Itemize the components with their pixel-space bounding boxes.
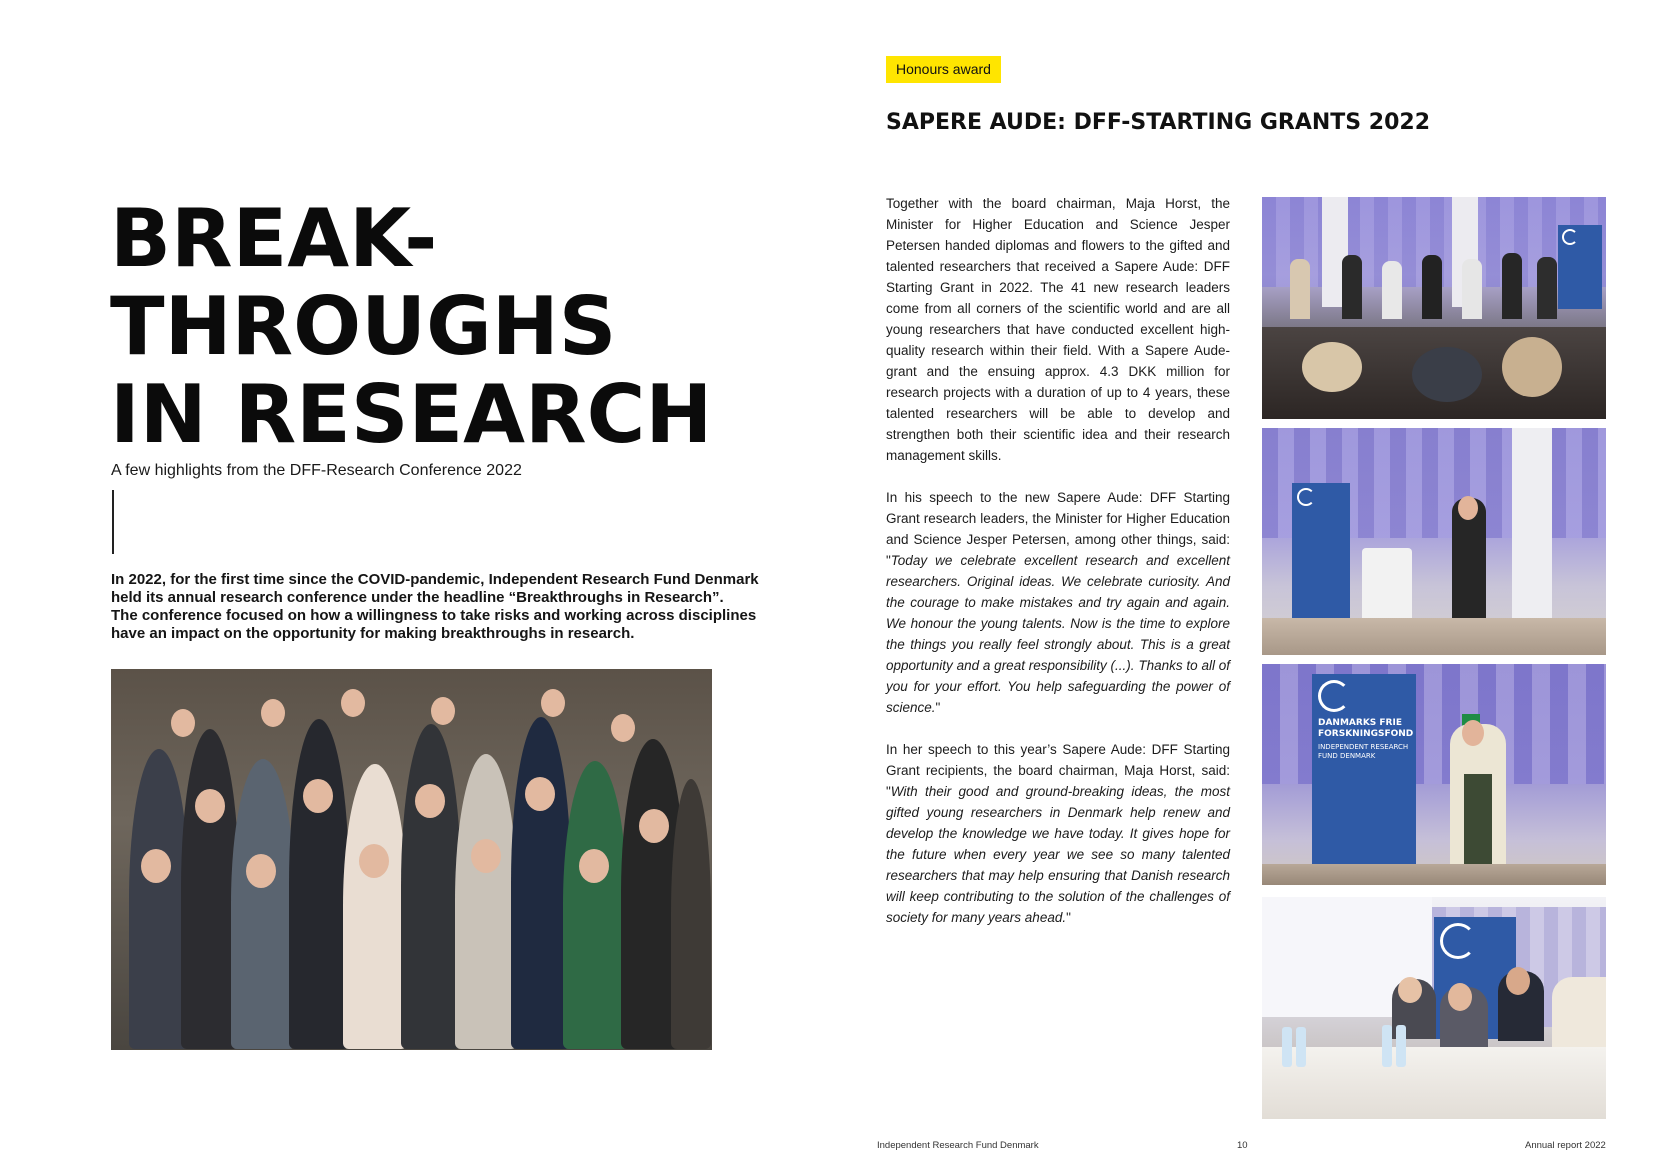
rollup-banner (1558, 225, 1602, 309)
intro-line: In 2022, for the first time since the COVID-pandemic, Independent Research Fund Denmark (111, 571, 759, 588)
rollup-banner (1312, 674, 1416, 885)
intro-text (111, 571, 771, 643)
article-body (886, 193, 1230, 949)
group-photo (111, 669, 712, 1050)
quote: Today we celebrate excellent research and excellent researchers. Original ideas. We celebrate curiosity. And the courage to make mistakes and try again and again. We honour the young talents. Now is the time to explore the things you really feel strongly about. This is a great opportunity and a great responsibility (...). Thanks to all of you for your effort. You help safeguarding the power of science. (886, 553, 1230, 715)
banner-line: INDEPENDENT RESEARCH (1318, 743, 1409, 751)
logo-icon (1440, 923, 1476, 959)
intro-line: have an impact on the opportunity for making breakthroughs in research. (111, 625, 635, 642)
footer-org: Independent Research Fund Denmark (877, 1140, 1039, 1151)
banner-line: FUND DENMARK (1318, 752, 1376, 760)
paragraph (886, 487, 1230, 718)
paragraph (886, 739, 1230, 928)
chairman-speech-photo (1262, 664, 1606, 885)
intro-line: held its annual research conference under the headline “Breakthroughs in Research”. (111, 589, 724, 606)
ceremony-photo (1262, 197, 1606, 419)
headline-line: THROUGHS (110, 280, 617, 373)
logo-icon (1297, 488, 1315, 506)
subtitle: A few highlights from the DFF-Research Conference 2022 (111, 462, 522, 479)
logo-icon (1318, 680, 1350, 712)
panel-photo (1262, 897, 1606, 1119)
section-title: SAPERE AUDE: DFF-STARTING GRANTS 2022 (886, 110, 1431, 135)
divider-line (112, 490, 114, 554)
intro-line: The conference focused on how a willingness to take risks and working across disciplines (111, 607, 757, 624)
minister-speech-photo (1262, 428, 1606, 655)
paragraph-intro: In her speech to this year’s Sapere Aude: DFF Starting Grant recipients, the board chairman, Maja Horst, said: " (886, 742, 1230, 799)
banner-line: DANMARKS FRIE (1318, 718, 1402, 728)
main-headline (110, 192, 750, 461)
banner-line: FORSKNINGSFOND (1318, 729, 1414, 739)
page-number: 10 (1237, 1140, 1248, 1151)
footer-report: Annual report 2022 (1525, 1140, 1606, 1151)
section-badge: Honours award (886, 56, 1001, 83)
quote-end: " (1066, 910, 1071, 925)
headline-line: BREAK- (110, 192, 438, 285)
quote-end: " (935, 700, 941, 715)
paragraph-intro: In his speech to the new Sapere Aude: DFF Starting Grant research leaders, the Minister for Higher Education and Science Jesper Petersen, among other things, said: " (886, 490, 1230, 568)
headline-line: IN RESEARCH (110, 368, 713, 461)
logo-icon (1562, 229, 1578, 245)
quote: With their good and ground-breaking ideas, the most gifted young researchers in Denmark help renew and develop the knowledge we have today. It gives hope for the future when every year we see so many talented researchers that may help ensuring that Danish research will keep contributing to the solution of the challenges of society for many years ahead. (886, 784, 1230, 925)
paragraph: Together with the board chairman, Maja Horst, the Minister for Higher Education and Science Jesper Petersen handed diplomas and flowers to the gifted and talented researchers that received a Sapere Aude: DFF Starting Grant in 2022. The 41 new research leaders come from all corners of the scientific world and are all young researchers that have conducted excellent high-quality research within their field. With a Sapere Aude-grant and the ensuing approx. 4.3 DKK million for research projects with a duration of up to 4 years, these talented researchers will be able to develop and strengthen both their scientific idea and their research management skills. (886, 196, 1230, 463)
